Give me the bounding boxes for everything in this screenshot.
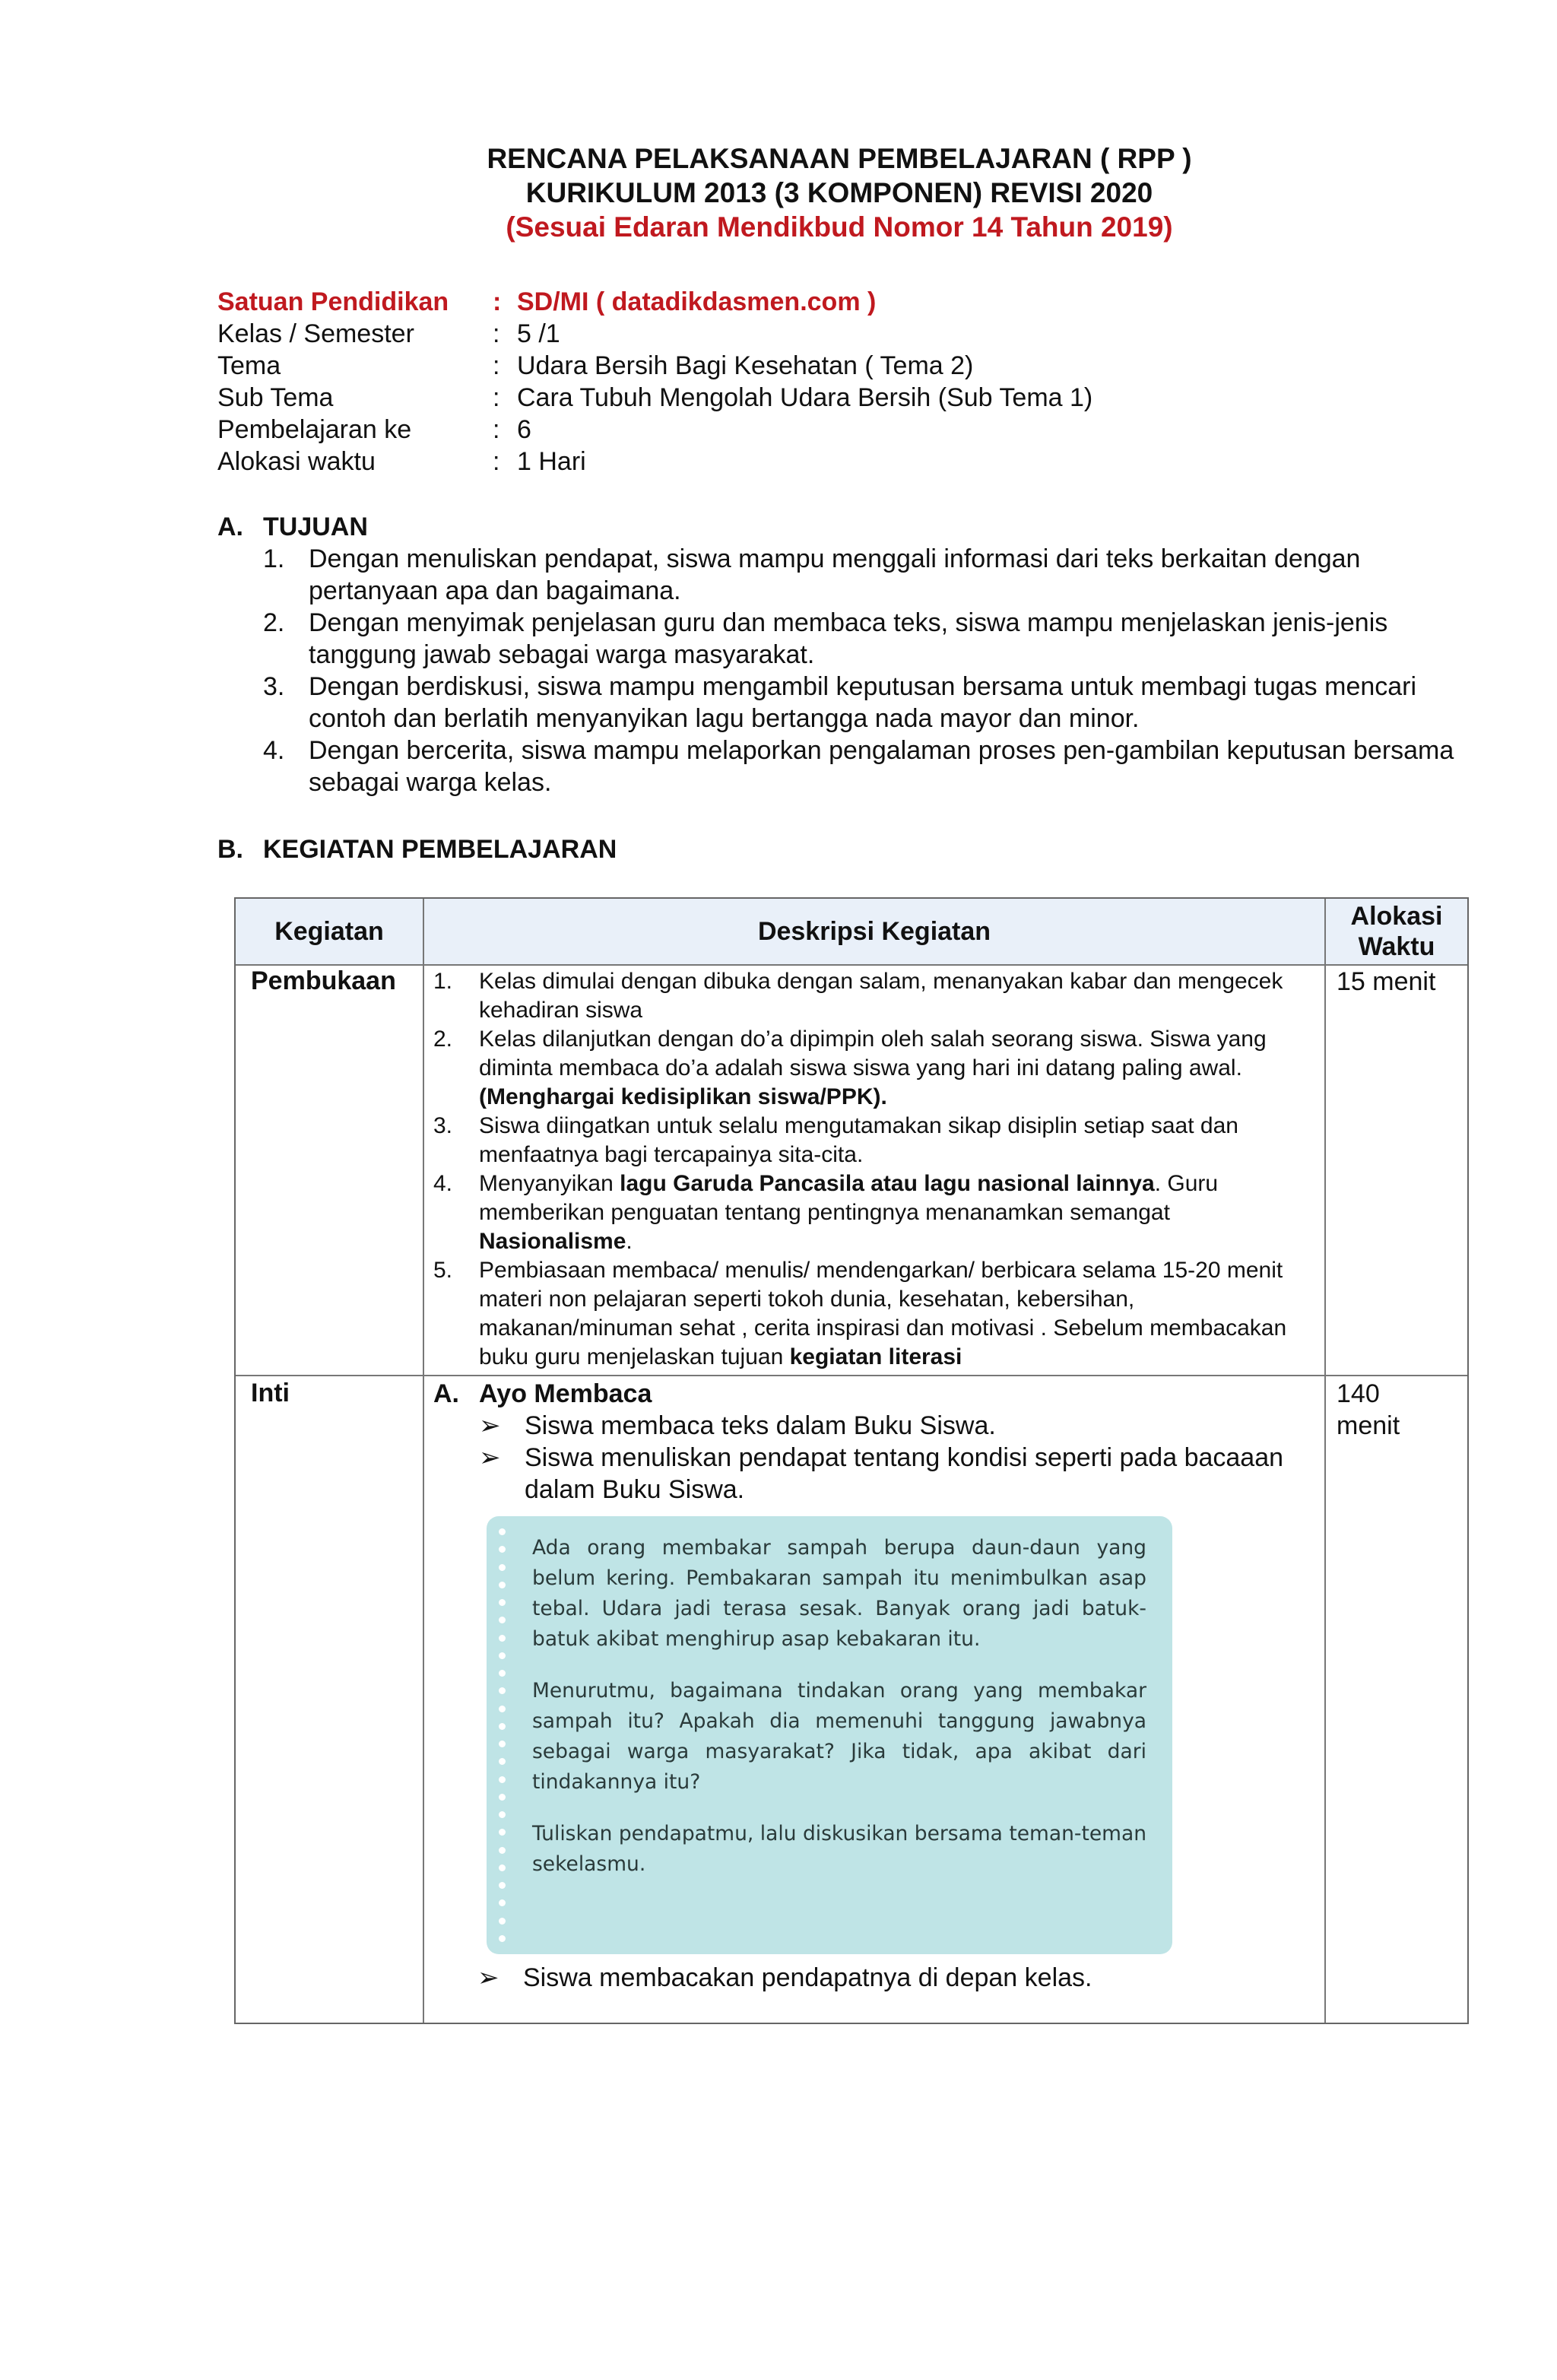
item-text-part: Kelas dimulai dengan dibuka dengan salam, menanyakan kabar dan mengecek kehadiran siswa (479, 969, 1283, 1023)
reading-paragraph: Ada orang membakar sampah berupa daun-daun yang belum kering. Pembakaran sampah itu menimbulkan asap tebal. Udara jadi terasa sesak. Banyak orang jadi batuk-batuk akibat menghirup asap kebakaran itu. (532, 1536, 1146, 1651)
item-number: 4. (263, 736, 285, 765)
dot (499, 1847, 506, 1854)
identity-label: Kelas / Semester (217, 319, 414, 348)
list-item (433, 1256, 1323, 1372)
item-text-part: Siswa diingatkan untuk selalu mengutamakan sikap disiplin setiap saat dan menfaatnya bagi tercapainya sita-cita. (479, 1113, 1238, 1167)
item-text (479, 1169, 1323, 1256)
dot (499, 1723, 506, 1730)
dot (499, 1670, 506, 1677)
item-text-bold: (Menghargai kedisiplikan siswa/PPK). (479, 1084, 887, 1109)
identity-separator: : (493, 287, 502, 316)
dot (499, 1741, 506, 1747)
bullet-text: Siswa membacakan pendapatnya di depan kelas. (523, 1963, 1092, 1992)
section-letter: A. (217, 512, 243, 541)
identity-value: 1 Hari (517, 447, 586, 476)
item-text-bold: lagu Garuda Pancasila atau lagu nasional lainnya (620, 1171, 1155, 1196)
identity-row (217, 286, 1092, 318)
identity-value: Cara Tubuh Mengolah Udara Bersih (Sub Tema 1) (517, 383, 1093, 412)
item-text (479, 1025, 1323, 1112)
kegiatan-pembukaan: Pembukaan (251, 966, 396, 995)
item-text: Dengan menyimak penjelasan guru dan membaca teks, siswa mampu menjelaskan jenis-jenis tanggung jawab sebagai warga masyarakat. (309, 608, 1388, 669)
identity-separator: : (493, 351, 500, 380)
reading-paragraph: Menurutmu, bagaimana tindakan orang yang membakar sampah itu? Apakah dia memenuhi tanggung jawabnya sebagai warga masyarakat? Jika tidak, apa akibat dari tindakannya itu? (532, 1679, 1146, 1794)
item-text (479, 967, 1323, 1025)
section-letter: B. (217, 835, 243, 864)
item-number: 1. (433, 969, 453, 994)
item-number: 3. (433, 1113, 453, 1138)
bullet-text: Siswa menuliskan pendapat tentang kondisi seperti pada bacaaan dalam Buku Siswa. (525, 1443, 1284, 1504)
identity-separator: : (493, 383, 500, 412)
inti-heading-letter: A. (433, 1379, 459, 1408)
section-heading: TUJUAN (263, 512, 368, 541)
identity-value: 6 (517, 415, 531, 444)
item-text-part: Kelas dilanjutkan dengan do’a dipimpin oleh salah seorang siswa. Siswa yang diminta membaca do’a adalah siswa siswa yang hari ini datang paling awal. (479, 1027, 1267, 1081)
dot (499, 1829, 506, 1836)
item-text: Dengan bercerita, siswa mampu melaporkan pengalaman proses pen-gambilan keputusan bersama sebagai warga kelas. (309, 736, 1454, 797)
item-text (479, 1112, 1323, 1169)
arrow-bullet-icon: ➢ (477, 1963, 499, 1992)
list-item (433, 1112, 1323, 1169)
identity-row (217, 382, 1092, 414)
reading-paragraph: Tuliskan pendapatmu, lalu diskusikan bersama teman-teman sekelasmu. (532, 1822, 1146, 1876)
header-kegiatan: Kegiatan (236, 899, 423, 964)
dot (499, 1794, 506, 1801)
item-number: 5. (433, 1258, 453, 1283)
alokasi-inti (1337, 1378, 1458, 1442)
item-text: Dengan berdiskusi, siswa mampu mengambil keputusan bersama untuk membagi tugas mencari contoh dan berlatih menyanyikan lagu bertangga nada mayor dan minor. (309, 672, 1417, 733)
inti-heading (433, 1378, 1323, 1410)
reading-box (487, 1516, 1172, 1954)
identity-label: Tema (217, 351, 281, 380)
identity-label: Alokasi waktu (217, 447, 376, 476)
inti-content (433, 1378, 1323, 1506)
item-text-part: . (626, 1229, 633, 1254)
identity-row (217, 414, 1092, 446)
dot (499, 1617, 506, 1623)
identity-table (217, 286, 1092, 478)
identity-label: Pembelajaran ke (217, 415, 412, 444)
header-alokasi-line1: Alokasi (1350, 902, 1443, 931)
tujuan-list (263, 543, 1457, 798)
arrow-bullet-icon: ➢ (479, 1443, 501, 1472)
header-alokasi (1326, 899, 1467, 964)
identity-label: Satuan Pendidikan (217, 287, 449, 316)
identity-value: Udara Bersih Bagi Kesehatan ( Tema 2) (517, 351, 974, 380)
list-item (263, 543, 1457, 607)
row-divider (236, 1375, 1467, 1376)
column-divider (1324, 899, 1326, 2023)
bullet-item (479, 1410, 1323, 1442)
list-item (263, 735, 1457, 798)
identity-separator: : (493, 319, 500, 348)
dot (499, 1652, 506, 1659)
identity-row (217, 350, 1092, 382)
item-text-part: Menyanyikan (479, 1171, 620, 1196)
item-text-bold: kegiatan literasi (789, 1344, 962, 1369)
item-number: 2. (263, 608, 285, 637)
dot (499, 1546, 506, 1553)
dot (499, 1599, 506, 1606)
dot (499, 1899, 506, 1906)
dot (499, 1935, 506, 1942)
item-number: 3. (263, 672, 285, 701)
identity-label: Sub Tema (217, 383, 334, 412)
dot (499, 1882, 506, 1889)
header-deskripsi: Deskripsi Kegiatan (424, 899, 1324, 964)
section-b-title (217, 833, 617, 865)
pembukaan-list (433, 967, 1323, 1372)
alokasi-inti-unit: menit (1337, 1411, 1400, 1440)
arrow-bullet-icon: ➢ (479, 1411, 501, 1440)
dot (499, 1776, 506, 1783)
dot (499, 1528, 506, 1535)
alokasi-pembukaan: 15 menit (1337, 967, 1436, 996)
identity-row (217, 446, 1092, 478)
list-item (433, 1169, 1323, 1256)
header-line-3: (Sesuai Edaran Mendikbud Nomor 14 Tahun 2019) (506, 211, 1173, 243)
document-header (0, 141, 1557, 244)
bullet-text: Siswa membaca teks dalam Buku Siswa. (525, 1411, 996, 1440)
column-divider (423, 899, 424, 2023)
item-text-part: . Guru memberikan penguatan tentang pentingnya menanamkan semangat (479, 1171, 1219, 1225)
dot (499, 1706, 506, 1712)
item-number: 1. (263, 544, 285, 573)
inti-heading-text: Ayo Membaca (479, 1379, 652, 1408)
dot (499, 1864, 506, 1871)
list-item (433, 1025, 1323, 1112)
item-text-part: Pembiasaan membaca/ menulis/ mendengarkan/ berbicara selama 15-20 menit materi non pelajaran seperti tokoh dunia, kesehatan, kebersihan, makanan/minuman sehat , cerita inspirasi dan motivasi . Sebelum membacakan buku guru menjelaskan tujuan (479, 1258, 1287, 1369)
identity-value: SD/MI ( datadikdasmen.com ) (517, 287, 877, 316)
list-item (433, 967, 1323, 1025)
kegiatan-inti: Inti (251, 1379, 290, 1407)
item-number: 2. (433, 1027, 453, 1052)
item-text-bold: Nasionalisme (479, 1229, 626, 1254)
header-line-1: RENCANA PELAKSANAAN PEMBELAJARAN ( RPP ) (487, 143, 1192, 174)
identity-row (217, 318, 1092, 350)
dot (499, 1564, 506, 1571)
dot (499, 1687, 506, 1694)
header-line-2: KURIKULUM 2013 (3 KOMPONEN) REVISI 2020 (525, 177, 1153, 208)
identity-value: 5 /1 (517, 319, 560, 348)
identity-separator: : (493, 415, 500, 444)
section-heading: KEGIATAN PEMBELAJARAN (263, 835, 617, 864)
binding-dots (496, 1528, 508, 1942)
section-a-title (217, 511, 368, 543)
dot (499, 1758, 506, 1765)
list-item (263, 671, 1457, 735)
row-divider (236, 964, 1467, 966)
dot (499, 1811, 506, 1818)
alokasi-inti-value: 140 (1337, 1379, 1380, 1408)
item-text: Dengan menuliskan pendapat, siswa mampu menggali informasi dari teks berkaitan dengan pertanyaan apa dan bagaimana. (309, 544, 1361, 605)
dot (499, 1582, 506, 1588)
list-item (263, 607, 1457, 671)
dot (499, 1918, 506, 1925)
item-number: 4. (433, 1171, 453, 1196)
dot (499, 1635, 506, 1642)
bullet-item (477, 1962, 1092, 1994)
identity-separator: : (493, 447, 500, 476)
header-alokasi-line2: Waktu (1358, 932, 1435, 961)
item-text (479, 1256, 1323, 1372)
bullet-item (479, 1442, 1323, 1506)
